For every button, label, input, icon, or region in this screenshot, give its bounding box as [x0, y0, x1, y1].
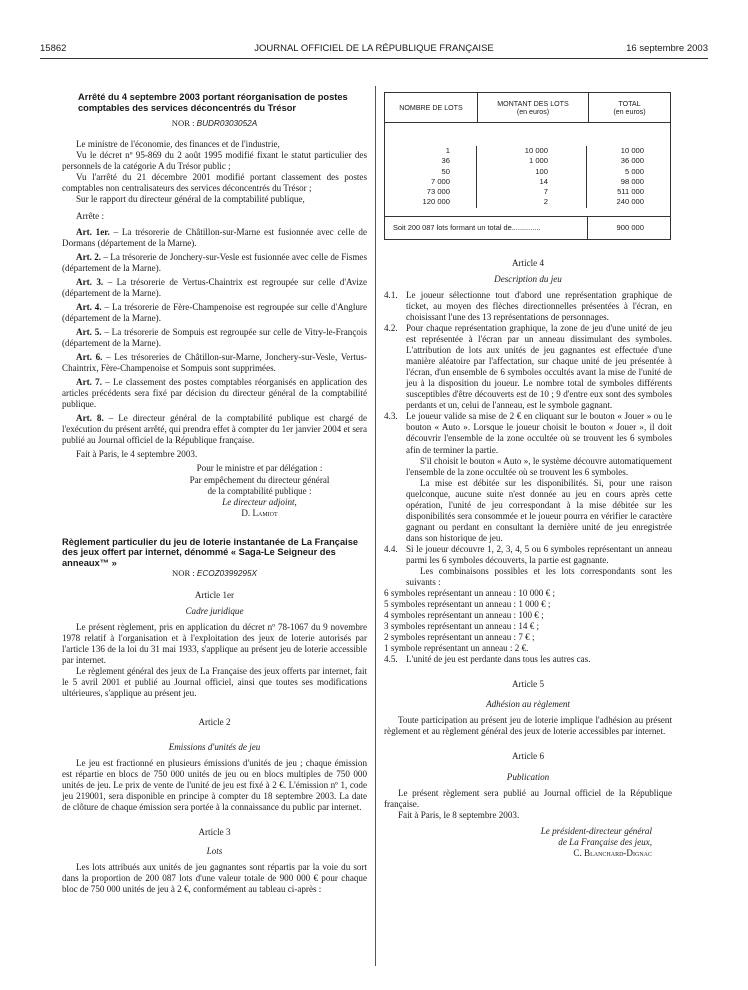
table-cell: 14 — [539, 176, 548, 186]
table-cell: 98 000 — [620, 176, 644, 186]
issue-date: 16 septembre 2003 — [626, 43, 708, 54]
article-text: – La trésorerie de Fère-Champenoise est regroupée sur celle d'Anglure (département de la Marne). — [62, 301, 367, 323]
clause-4-5: 4.5. L'unité de jeu est perdante dans tous les autres cas. — [384, 654, 591, 665]
page-header — [40, 43, 708, 59]
regulation-signature-1: Le président-directeur général — [540, 825, 652, 836]
article-4-heading: Article 4 — [511, 257, 545, 268]
article-4-subheading: Description du jeu — [494, 273, 562, 284]
article-1-heading: Article 1er — [194, 589, 235, 600]
table-cell: 10 000 — [524, 146, 548, 155]
article-label: Art. 1er. — [76, 226, 110, 237]
regulation-nor — [62, 568, 367, 579]
left-column — [62, 92, 367, 896]
clause-4-4-b: Les combinaisons possibles et les lots correspondants sont les suivants : — [406, 566, 672, 588]
table-cell: 73 000 — [426, 187, 450, 197]
nor-code: BUDR0303052A — [196, 119, 258, 129]
article-text: – Les trésoreries de Châtillon-sur-Marne, Jonchery-sur-Vesle, Vertus-Chaintrix, Fère-Champenoise et Sompuis sont supprimées. — [62, 352, 367, 374]
decree-title: Arrêté du 4 septembre 2003 portant réorganisation de postes comptables des services déconcentrés du Trésor — [78, 92, 348, 113]
article-text: – La trésorerie de Sompuis est regroupée sur celle de Vitry-le-François (département de la Marne). — [62, 326, 367, 348]
table-cell: 7 000 — [430, 176, 450, 186]
article-2-heading: Article 2 — [198, 716, 231, 727]
decree-intro-3: Sur le rapport du directeur général de la comptabilité publique, — [76, 194, 305, 205]
decree-article-4 — [62, 302, 367, 324]
article-3-heading: Article 3 — [198, 827, 231, 838]
table-cell: 511 000 — [617, 187, 644, 197]
decree-signature-1: Pour le ministre et par délégation : — [196, 463, 323, 474]
table-cell: 240 000 — [616, 197, 644, 207]
table-body — [385, 123, 670, 217]
article-6-heading: Article 6 — [511, 750, 545, 761]
table-cell: 7 — [543, 187, 548, 197]
list-item: 5 symboles représentant un anneau : 1 000 € ; — [384, 599, 551, 610]
decree-intro-0: Le ministre de l'économie, des finances et de l'industrie, — [76, 139, 280, 150]
table-cell: 50 — [441, 166, 450, 176]
list-item: 6 symboles représentant un anneau : 10 000 € ; — [384, 588, 555, 599]
count-column — [385, 146, 477, 208]
decree-article-1 — [62, 227, 367, 249]
col-header-amount: MONTANT DES LOTS (en euros) — [478, 93, 589, 122]
table-cell: 120 000 — [422, 197, 450, 207]
decree-signatory: D. Lamiot — [241, 507, 278, 518]
article-3-paragraph: Les lots attribués aux unités de jeu gagnantes sont répartis par la voie du sort dans la proportion de 200 087 lots d'une valeur totale de 900 000 € pour chaque bloc de 750 000 unités de jeu à 2 €, conformément au tableau ci-après : — [62, 862, 367, 895]
clause-4-2: 4.2. Pour chaque représentation graphique, la zone de jeu d'une unité de jeu est représentée à l'écran par un anneau dissimulant des symboles. L'attribution de lots aux unités de jeu gagnantes est effectuée d'une manière aléatoire par l'affectation, sur chaque unité de jeu présentée à l'écran, d'un ensemble de 6 symboles occultés avant la mise de l'unité de jeu à la disposition du joueur. Le nombre total de symboles différents susceptibles d'être découverts est de 10 ; 9 d'entre eux sont des symboles perdants et un, celui de l'anneau, est le symbole gagnant. — [384, 323, 672, 411]
decree-article-8 — [62, 413, 367, 446]
table-cell: 5 000 — [624, 166, 644, 176]
table-footer-label: Soit 200 087 lots formant un total de.............. — [385, 217, 588, 239]
table-cell: 1 000 — [528, 156, 548, 166]
nor-label: NOR : — [172, 568, 195, 579]
list-item: 3 symboles représentant un anneau : 14 € ; — [384, 621, 540, 632]
nor-code: ECOZ0399295X — [196, 569, 257, 579]
clause-4-3-b: S'il choisit le bouton « Auto », le système découvre automatiquement l'ensemble de la zone occultée où se trouvent les 6 symboles. — [406, 455, 672, 477]
table-cell: 36 — [441, 156, 450, 166]
article-label: Art. 5. — [76, 326, 102, 337]
clause-4-3: 4.3. Le joueur valide sa mise de 2 € en cliquant sur le bouton « Jouer » ou le bouton « Auto ». Lorsque le joueur choisit le bouton « Jouer », il doit découvrir l'ensemble de la zone occultée où se trouvent les 6 symboles afin de terminer la partie. S'il choisit le bouton « Auto », le système découvre automatiquement l'ensemble de la zone occultée où se trouvent les 6 symboles. La mise est débitée sur les disponibilités. Si, pour une raison quelconque, aucune suite n'est donnée au jeu en cours après cette opération, l'unité de jeu correspondant à la mise débitée sur les disponibilités sera consommée et le joueur pourra en vérifier le caractère gagnant ou perdant en consultant la dernière unité de jeu enregistrée dans son historique de jeu. — [384, 411, 672, 543]
amount-column — [477, 146, 587, 208]
clause-4-4-a: Si le joueur découvre 1, 2, 3, 4, 5 ou 6 symboles représentant un anneau parmi les 6 symboles découverts, la partie est gagnante. — [406, 543, 672, 565]
article-1-paragraph-1: Le présent règlement, pris en application du décret nº 78-1067 du 9 novembre 1978 relatif à l'organisation et à l'exploitation des jeux de loterie autorisés par l'article 136 de la loi du 31 mai 1933, s'applique au présent jeu de loterie accessible par internet. — [62, 621, 367, 665]
article-label: Art. 8. — [76, 413, 104, 424]
table-cell: 1 — [445, 146, 450, 155]
regulation-signatory: C. Blanchard-Dignac — [573, 847, 652, 858]
clause-4-4: 4.4. Si le joueur découvre 1, 2, 3, 4, 5 ou 6 symboles représentant un anneau parmi les 6 symboles découverts, la partie est gagnante. Les combinaisons possibles et les lots correspondants sont les suivants : — [384, 543, 672, 588]
article-6-subheading: Publication — [506, 771, 550, 782]
article-6-paragraph: Le présent règlement sera publié au Journal officiel de la République française. — [384, 787, 672, 809]
article-5-heading: Article 5 — [511, 679, 545, 690]
col-header-count: NOMBRE DE LOTS — [385, 93, 478, 122]
article-text: – La trésorerie de Châtillon-sur-Marne est fusionnée avec celle de Dormans (département de la Marne). — [62, 226, 367, 248]
nor-label: NOR : — [171, 118, 195, 129]
decree-nor — [62, 118, 367, 129]
decree-arrete: Arrête : — [76, 210, 105, 221]
article-text: – Le directeur général de la comptabilité publique est chargé de l'exécution du présent arrêté, qui prendra effet à compter du 1er janvier 2004 et sera publié au Journal officiel de la République française. — [62, 413, 367, 446]
page-number: 15862 — [40, 43, 67, 54]
article-text: – La trésorerie de Vertus-Chaintrix est regroupée sur celle d'Avize (département de la Marne). — [62, 276, 367, 298]
lots-table — [384, 92, 671, 240]
decree-signature-2: Par empêchement du directeur général — [189, 474, 330, 485]
article-1-subheading: Cadre juridique — [185, 605, 244, 616]
table-cell: 10 000 — [620, 146, 644, 155]
list-item: 4 symboles représentant un anneau : 100 € ; — [384, 610, 544, 621]
article-1-paragraph-2: Le règlement général des jeux de La Française des jeux offerts par internet, fait le 5 avril 2001 et publié au Journal officiel, ainsi que toutes ses modifications ultérieures, s'applique au présent jeu. — [62, 665, 367, 698]
article-text: – La trésorerie de Jonchery-sur-Vesle est fusionnée avec celle de Fismes (département de la Marne). — [62, 251, 368, 273]
header-rule — [40, 58, 708, 59]
article-5-subheading: Adhésion au règlement — [486, 698, 570, 709]
article-label: Art. 3. — [76, 276, 104, 287]
decree-done: Fait à Paris, le 4 septembre 2003. — [76, 449, 198, 460]
combination-list — [384, 588, 672, 654]
article-label: Art. 6. — [76, 352, 103, 363]
article-label: Art. 2. — [76, 251, 102, 262]
table-footer-row — [385, 217, 670, 239]
table-header-row — [385, 93, 670, 123]
decree-signature-3: de la comptabilité publique : — [207, 485, 312, 496]
article-label: Art. 4. — [76, 301, 102, 312]
clause-4-1: 4.1. Le joueur sélectionne tout d'abord une représentation graphique de ticket, au moyen des flèches directionnelles présentées à l'écran, en choisissant l'une des 13 représentations de personnages. — [384, 289, 672, 322]
decree-article-3 — [62, 277, 367, 299]
decree-intro-2: Vu l'arrêté du 21 décembre 2001 modifié portant classement des postes comptables non centralisateurs des services déconcentrés du Trésor ; — [62, 172, 367, 194]
table-cell: 100 — [535, 166, 548, 176]
table-footer-total: 900 000 — [616, 223, 644, 233]
list-item: 1 symbole représentant un anneau : 2 €. — [384, 643, 529, 654]
clause-4-3-a: Le joueur valide sa mise de 2 € en cliquant sur le bouton « Jouer » ou le bouton « Auto ». Lorsque le joueur choisit le bouton « Jouer », il doit découvrir l'ensemble de la zone occultée où se trouvent les 6 symboles afin de terminer la partie. — [406, 411, 672, 455]
decree-signature-4: Le directeur adjoint, — [222, 496, 297, 507]
col-header-total: TOTAL (en euros) — [613, 99, 646, 116]
article-2-subheading: Emissions d'unités de jeu — [168, 741, 261, 752]
decree-article-7 — [62, 377, 367, 410]
article-text: – Le classement des postes comptables réorganisés en application des articles précédents sera fixé par décision du directeur général de la comptabilité publique. — [62, 377, 367, 410]
decree-article-2 — [62, 252, 367, 274]
list-item: 2 symboles représentant un anneau : 7 € ; — [384, 632, 535, 643]
article-2-paragraph: Le jeu est fractionné en plusieurs émissions d'unités de jeu ; chaque émission est répartie en blocs de 750 000 unités de jeu ou en blocs multiples de 750 000 unités de jeu. Le prix de vente de l'unité de jeu est fixé à 2 €. L'émission nº 1, code jeu 219001, sera disponible en principe à compter du 18 septembre 2003. La date de clôture de chaque émission sera portée à la connaissance du public par internet. — [62, 758, 367, 813]
decree-article-6 — [62, 352, 367, 374]
total-column — [587, 146, 670, 208]
regulation-title: Règlement particulier du jeu de loterie instantanée de La Française des jeux offert par internet, dénommé « Saga-Le Seigneur des anneaux™ » — [62, 536, 359, 568]
clause-4-3-c: La mise est débitée sur les disponibilités. Si, pour une raison quelconque, aucune suite n'est donnée au jeu en cours après cette opération, l'unité de jeu correspondant à la mise débitée sur les disponibilités sera consommée et le joueur pourra en vérifier le caractère gagnant ou perdant en consultant la dernière unité de jeu enregistrée dans son historique de jeu. — [406, 477, 672, 543]
decree-intro-1: Vu le décret nº 95-869 du 2 août 1995 modifié fixant le statut particulier des personnels de la catégorie A du Trésor public ; — [62, 150, 367, 172]
decree-article-5 — [62, 327, 367, 349]
table-cell: 2 — [543, 197, 548, 207]
regulation-signature-2: de La Française des jeux, — [558, 836, 652, 847]
article-3-subheading: Lots — [206, 846, 223, 857]
journal-title: JOURNAL OFFICIEL DE LA RÉPUBLIQUE FRANÇAISE — [254, 43, 494, 54]
article-5-paragraph: Toute participation au présent jeu de loterie implique l'adhésion au présent règlement et au règlement général des jeux de loterie accessibles par internet. — [384, 714, 672, 736]
right-column — [384, 92, 672, 859]
column-divider — [375, 86, 376, 966]
article-label: Art. 7. — [76, 377, 102, 388]
table-cell: 36 000 — [620, 156, 644, 166]
article-6-done: Fait à Paris, le 8 septembre 2003. — [398, 809, 520, 820]
